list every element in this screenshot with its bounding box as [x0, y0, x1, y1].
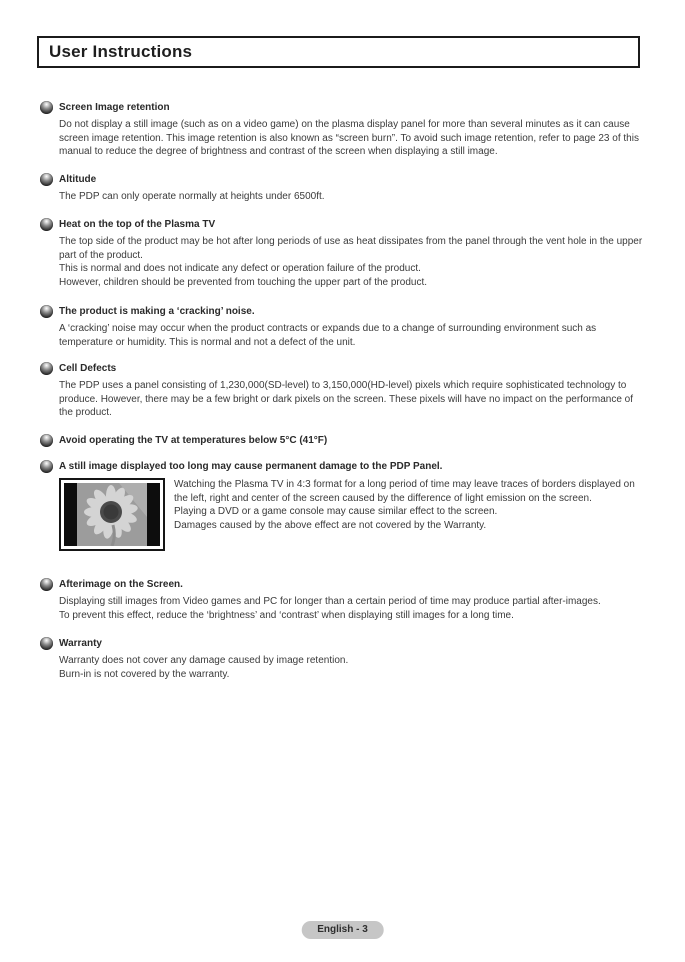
section-heading: Afterimage on the Screen.: [59, 579, 183, 590]
section-paragraph: Damages caused by the above effect are not covered by the Warranty.: [174, 519, 487, 531]
section-paragraph: However, children should be prevented from touching the upper part of the product.: [59, 276, 428, 288]
section-heading: Screen Image retention: [59, 102, 170, 113]
still-image-figure-row: [59, 478, 648, 551]
section-paragraph: Watching the Plasma TV in 4:3 format for a long period of time may leave traces of borders displayed on the left, right and center of the screen caused by the difference of light emission on the screen.: [174, 479, 635, 504]
sphere-bullet-icon: [40, 460, 53, 473]
sphere-bullet-icon: [40, 434, 53, 447]
sunflower-photo-4-3: [77, 483, 147, 546]
section-paragraph: Burn-in is not covered by the warranty.: [59, 668, 230, 680]
section-avoid-low-temperatures: [40, 434, 648, 451]
section-heading: A still image displayed too long may cause permanent damage to the PDP Panel.: [59, 461, 443, 472]
sphere-bullet-icon: [40, 362, 53, 375]
section-still-image-damage: [40, 460, 648, 551]
section-screen-image-retention: [40, 101, 648, 159]
sphere-bullet-icon: [40, 173, 53, 186]
tv-screen: [64, 483, 160, 546]
section-heading: The product is making a ‘cracking’ noise.: [59, 306, 255, 317]
section-cell-defects: [40, 362, 648, 420]
section-heading: Altitude: [59, 174, 97, 185]
section-paragraph: Do not display a still image (such as on a video game) on the plasma display panel for more than several minutes as it can cause screen image retention. This image retention is also known as “screen burn”. To avoid such image retention, refer to page 23 of this manual to reduce the degree of brightness and contrast of the screen when displaying a still image.: [59, 119, 639, 157]
section-cracking-noise: [40, 305, 648, 349]
still-image-figure-text: [174, 478, 646, 532]
page-title: User Instructions: [49, 42, 193, 61]
section-heading: Cell Defects: [59, 363, 117, 374]
sphere-bullet-icon: [40, 637, 53, 650]
tv-frame-figure: [59, 478, 165, 551]
section-afterimage: [40, 578, 648, 622]
section-paragraph: Warranty does not cover any damage caused by image retention.: [59, 655, 349, 666]
section-paragraph: A ‘cracking’ noise may occur when the product contracts or expands due to a change of surrounding environment such as temperature or humidity. This is normal and not a defect of the unit.: [59, 323, 597, 348]
section-paragraph: This is normal and does not indicate any defect or operation failure of the product.: [59, 263, 421, 274]
section-heat-on-top: [40, 218, 648, 289]
section-paragraph: Displaying still images from Video games and PC for longer than a certain period of time may produce partial after-images.: [59, 596, 601, 607]
section-heading: Avoid operating the TV at temperatures below 5°C (41°F): [59, 435, 328, 446]
page-number-badge: English - 3: [301, 921, 384, 939]
sphere-bullet-icon: [40, 578, 53, 591]
section-warranty: [40, 637, 648, 681]
section-paragraph: The top side of the product may be hot after long periods of use as heat dissipates from the panel through the vent hole in the upper part of the product.: [59, 236, 643, 261]
section-heading: Warranty: [59, 638, 102, 649]
page-title-box: [37, 36, 640, 68]
sphere-bullet-icon: [40, 101, 53, 114]
section-paragraph: The PDP can only operate normally at heights under 6500ft.: [59, 191, 325, 202]
section-paragraph: The PDP uses a panel consisting of 1,230,000(SD-level) to 3,150,000(HD-level) pixels which require sophisticated technology to produce. However, there may be a few bright or dark pixels on the screen. These pixels will have no impact on the performance of the product.: [59, 380, 634, 418]
sphere-bullet-icon: [40, 305, 53, 318]
section-heading: Heat on the top of the Plasma TV: [59, 219, 216, 230]
section-paragraph: To prevent this effect, reduce the ‘brightness’ and ‘contrast’ when displaying still images for a long time.: [59, 609, 514, 621]
section-paragraph: Playing a DVD or a game console may cause similar effect to the screen.: [174, 506, 498, 517]
sphere-bullet-icon: [40, 218, 53, 231]
section-altitude: [40, 173, 648, 204]
